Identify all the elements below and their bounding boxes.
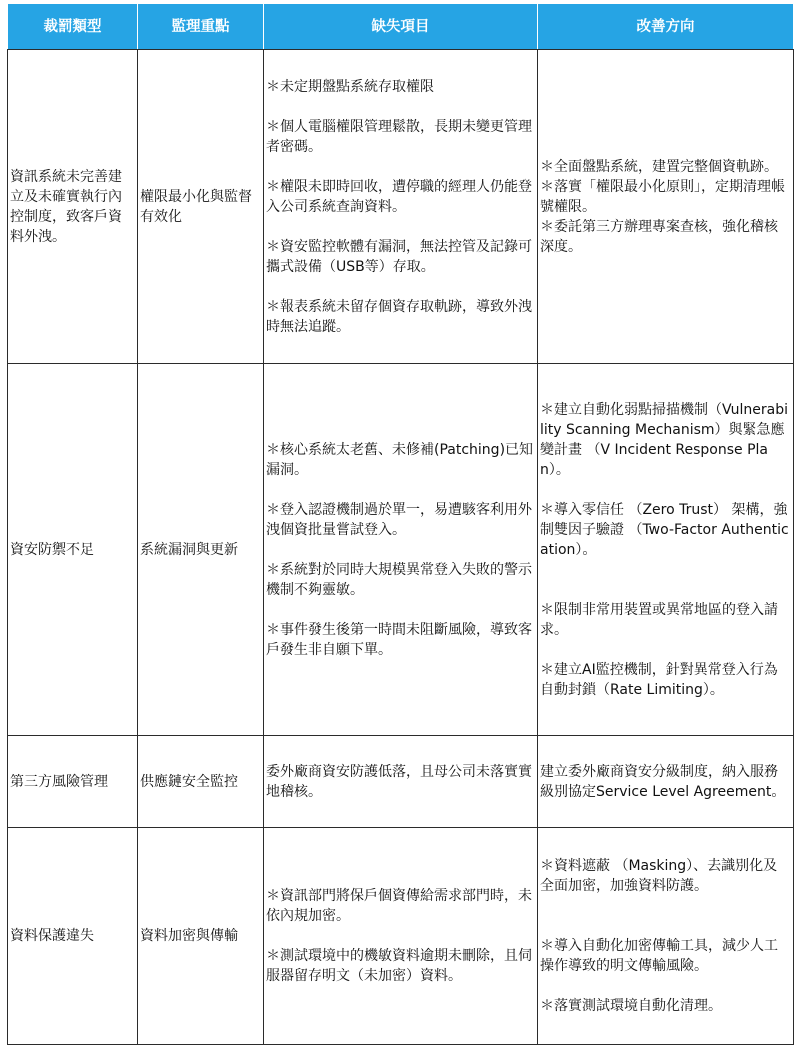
deficiency-item: ＊報表系統未留存個資存取軌跡，導致外洩時無法追蹤。 — [266, 298, 532, 335]
penalty-type-cell: 資料保護違失 — [8, 828, 138, 1045]
improvement-item: 建立委外廠商資安分級制度，納入服務級別協定Service Level Agreement。 — [540, 763, 786, 800]
penalty-type-cell: 資安防禦不足 — [8, 364, 138, 736]
focus-cell: 權限最小化與監督有效化 — [138, 50, 264, 364]
improvement-cell — [538, 828, 794, 1045]
improvement-item: ＊資料遮蔽 （Masking）、去識別化及全面加密，加強資料防護。 — [540, 858, 778, 894]
penalty-type-cell: 資訊系統未完善建立及未確實執行內控制度，致客戶資料外洩。 — [8, 50, 138, 364]
improvement-item: ＊限制非常用裝置或異常地區的登入請求。 — [540, 601, 778, 638]
improvement-cell — [538, 50, 794, 364]
deficiency-cell — [264, 50, 538, 364]
focus-cell: 資料加密與傳輸 — [138, 828, 264, 1045]
deficiency-item: ＊登入認證機制過於單一，易遭駭客利用外洩個資批量嘗試登入。 — [266, 501, 532, 538]
header-improvement: 改善方向 — [538, 4, 794, 50]
focus-cell: 供應鏈安全監控 — [138, 736, 264, 828]
header-supervision-focus: 監理重點 — [138, 4, 264, 50]
improvement-item: ＊導入零信任 （Zero Trust） 架構，強制雙因子驗證 （Two-Factor Authentication）。 — [540, 501, 789, 558]
deficiency-cell — [264, 828, 538, 1045]
deficiency-item: ＊個人電腦權限管理鬆散，長期未變更管理者密碼。 — [266, 118, 532, 155]
table-row — [8, 50, 794, 364]
deficiency-item: ＊權限未即時回收，遭停職的經理人仍能登入公司系統查詢資料。 — [266, 178, 532, 215]
improvement-cell — [538, 364, 794, 736]
deficiency-cell — [264, 364, 538, 736]
improvement-item: ＊建立自動化弱點掃描機制（Vulnerability Scanning Mechanism）與緊急應變計畫 （V Incident Response Plan）。 — [540, 401, 788, 478]
improvement-item: ＊落實「權限最小化原則」，定期清理帳號權限。 — [540, 178, 785, 215]
table-row — [8, 364, 794, 736]
improvement-item: ＊落實測試環境自動化清理。 — [540, 998, 722, 1014]
penalty-table — [7, 3, 794, 1045]
improvement-item: ＊導入自動化加密傳輸工具，減少人工操作導致的明文傳輸風險。 — [540, 938, 778, 974]
improvement-cell — [538, 736, 794, 828]
deficiency-item: ＊核心系統太老舊、未修補(Patching)已知漏洞。 — [266, 441, 534, 478]
improvement-item: ＊全面盤點系統，建置完整個資軌跡。 — [540, 158, 778, 175]
deficiency-item: ＊系統對於同時大規模異常登入失敗的警示機制不夠靈敏。 — [266, 561, 532, 598]
deficiency-item: ＊資安監控軟體有漏洞，無法控管及記錄可攜式設備（USB等）存取。 — [266, 238, 532, 275]
deficiency-item: 委外廠商資安防護低落，且母公司未落實實地稽核。 — [266, 763, 532, 800]
table-row — [8, 828, 794, 1045]
table-row — [8, 736, 794, 828]
deficiency-item: ＊測試環境中的機敏資料逾期未刪除，且伺服器留存明文（未加密）資料。 — [266, 948, 532, 984]
deficiency-cell — [264, 736, 538, 828]
penalty-type-cell: 第三方風險管理 — [8, 736, 138, 828]
header-row — [8, 4, 794, 50]
deficiency-item: ＊事件發生後第一時間未阻斷風險，導致客戶發生非自願下單。 — [266, 621, 532, 658]
focus-cell: 系統漏洞與更新 — [138, 364, 264, 736]
header-deficiencies: 缺失項目 — [264, 4, 538, 50]
header-penalty-type: 裁罰類型 — [8, 4, 138, 50]
improvement-item: ＊委託第三方辦理專案查核，強化稽核深度。 — [540, 218, 778, 255]
deficiency-item: ＊未定期盤點系統存取權限 — [266, 78, 434, 95]
improvement-item: ＊建立AI監控機制，針對異常登入行為自動封鎖（Rate Limiting）。 — [540, 661, 778, 698]
deficiency-item: ＊資訊部門將保戶個資傳給需求部門時，未依內規加密。 — [266, 888, 532, 924]
